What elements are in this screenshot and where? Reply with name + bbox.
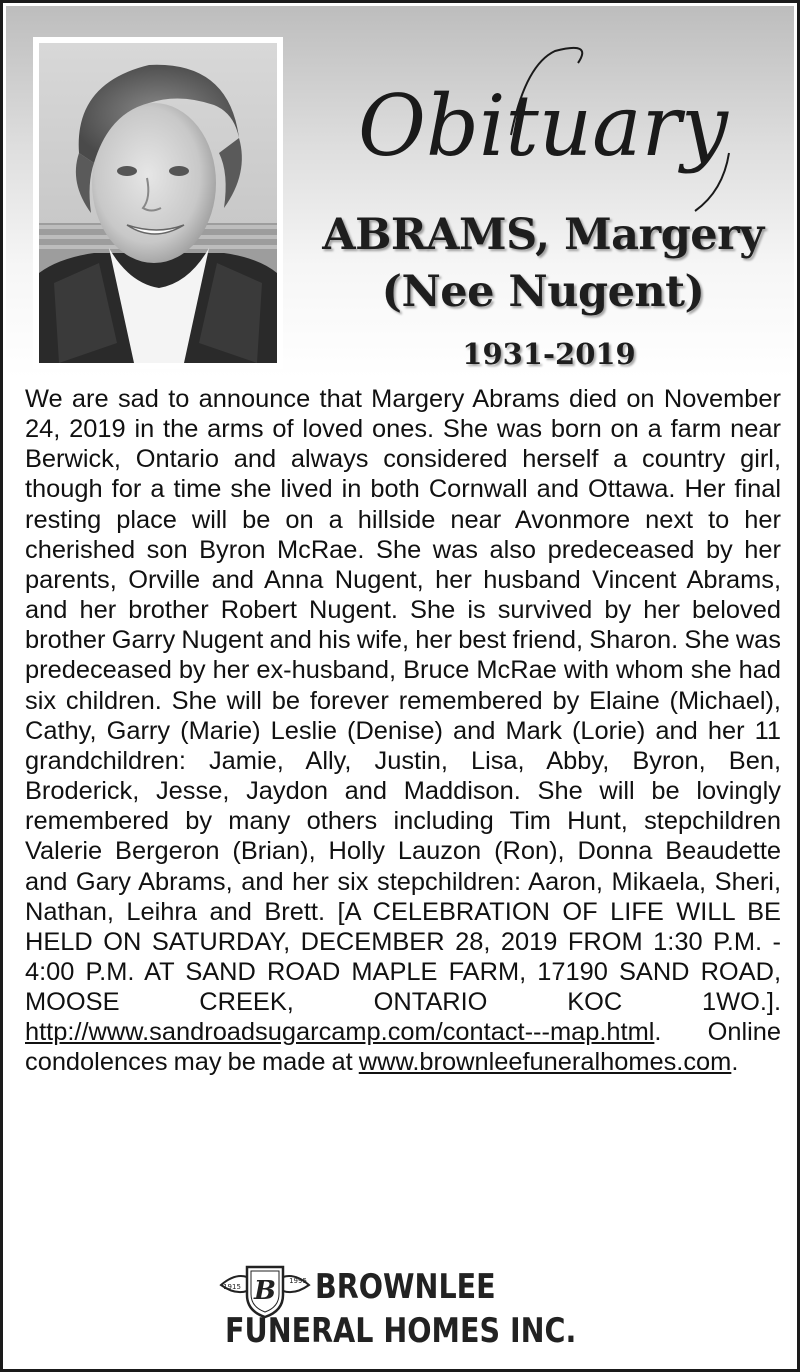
maiden-name: (Nee Nugent) xyxy=(381,267,705,317)
condolences-text: . Online condolences may be made at xyxy=(25,1018,781,1077)
funeral-home-logo xyxy=(3,1261,797,1361)
obituary-heading-text: Obituary xyxy=(358,77,730,175)
emblem-year-left: 1915 xyxy=(223,1283,241,1291)
emblem-letter: B xyxy=(254,1276,276,1306)
body-end-period: . xyxy=(731,1048,739,1077)
portrait-photo xyxy=(33,37,283,369)
emblem-year-right: 1995 xyxy=(289,1277,307,1285)
deceased-name: ABRAMS, Margery xyxy=(322,210,764,260)
body-paragraph: We are sad to announce that Margery Abrams died on November 24, 2019 in the arms of loved ones. She was born on a farm near Berwick, Ontario and always considered herself a country girl, though for a time she lived in both Cornwall and Ottawa. Her final resting place will be on a hillside near Avonmore next to her cherished son Byron McRae. She was also predeceased by her parents, Orville and Anna Nugent, her husband Vincent Abrams, and her brother Robert Nugent. She is survived by her beloved brother Garry Nugent and his wife, her best friend, Sharon. She was predeceased by her ex-husband, Bruce McRae with whom she had six children. She will be forever remembered by Elaine (Michael), Cathy, Garry (Marie) Leslie (Denise) and Mark (Lorie) and her 11 grandchildren: Jamie, Ally, Justin, Lisa, Abby, Byron, Ben, Broderick, Jesse, Jaydon and Maddison. She will be lovingly remembered by many others including Tim Hunt, stepchildren Valerie Bergeron (Brian), Holly Lauzon (Ron), Donna Beaudette and Gary Abrams, and her six stepchildren: Aaron, Mikaela, Sheri, Nathan, Leihra and Brett. [A CELEBRATION OF LIFE WILL BE HELD ON SATURDAY, DECEMBER 28, 2019 FROM 1:30 P.M. - 4:00 P.M. AT SAND ROAD MAPLE FARM, 17190 SAND ROAD, MOOSE CREEK, ONTARIO KOC 1WO.]. xyxy=(25,385,781,1017)
funeral-home-link[interactable]: www.brownleefuneralhomes.com xyxy=(358,1048,732,1077)
funeral-home-name-line1: BROWNLEE xyxy=(315,1267,496,1307)
obituary-body xyxy=(25,384,781,1078)
funeral-home-name-line2: FUNERAL HOMES INC. xyxy=(225,1311,577,1351)
obituary-heading xyxy=(293,43,793,218)
sandroad-link[interactable]: http://www.sandroadsugarcamp.com/contact---map.html xyxy=(25,1018,655,1047)
life-years: 1931-2019 xyxy=(462,337,636,371)
